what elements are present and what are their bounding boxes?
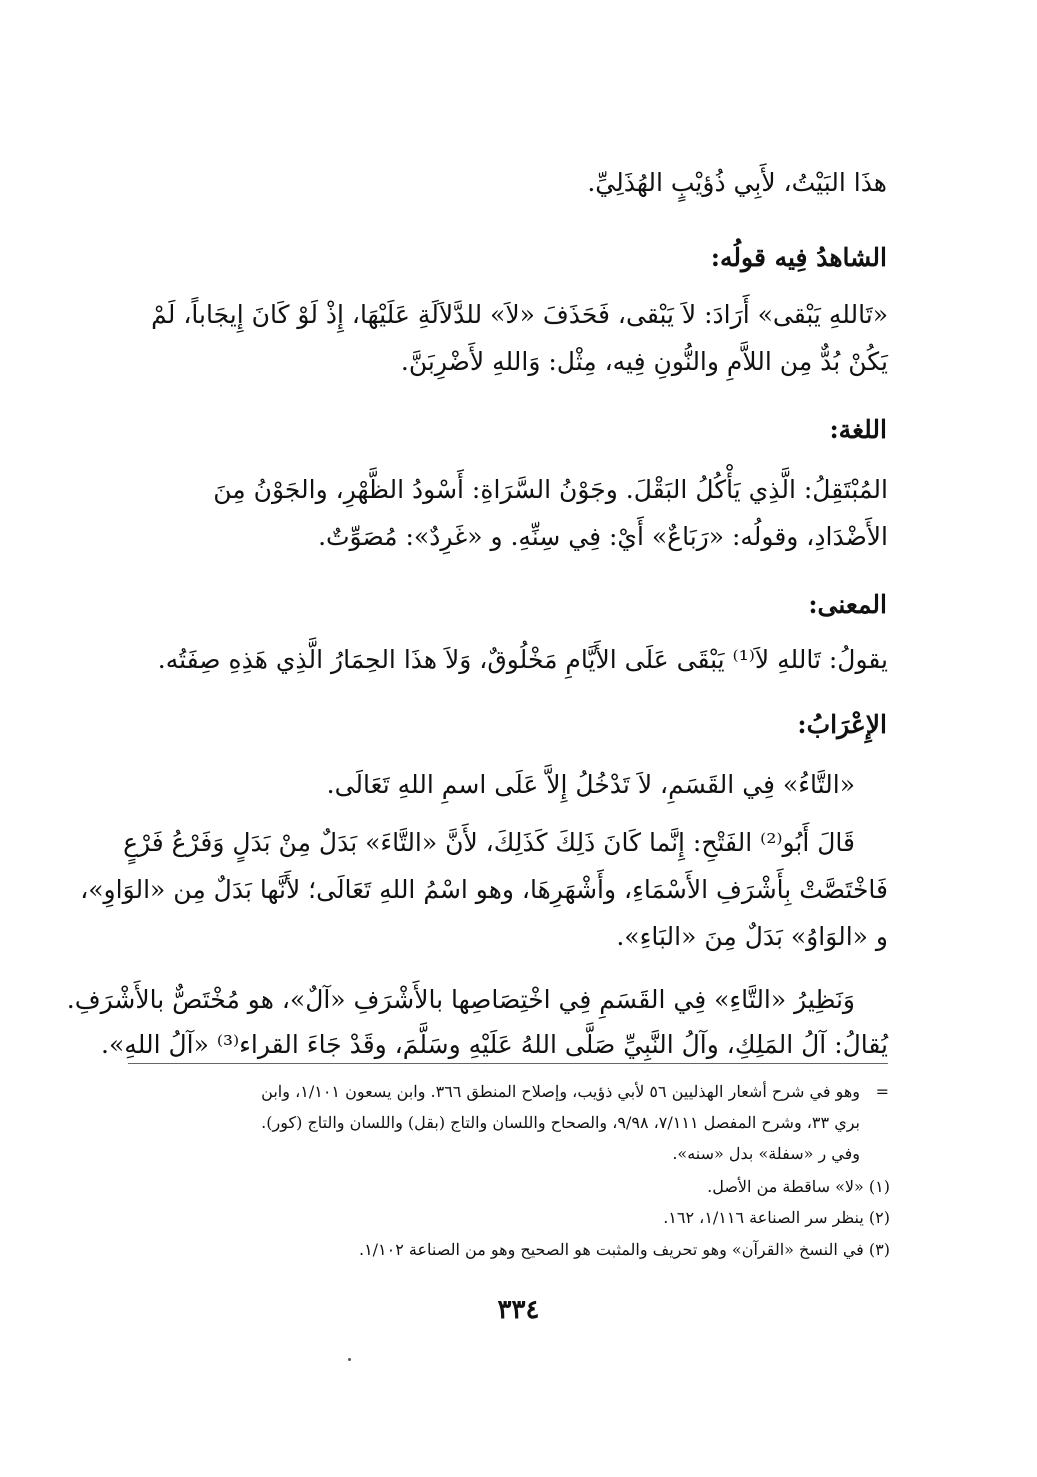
heading-meaning: المعنى: [808,590,887,619]
heading-grammar: الإِعْرَابُ: [797,710,887,739]
footnote-separator [128,1063,888,1064]
heading-witness: الشاهدُ فِيه قولُه: [710,243,887,272]
footnote-2: (٢) ينظر سر الصناعة ١/١١٦، ١٦٢. [663,1208,890,1227]
grammar-p2-line-1: قَالَ أَبُو⁽²⁾ الفَتْحِ: إِنَّما كَانَ ذَلِكَ كَذَلِكَ، لأَنَّ «التَّاءَ» بَدَلٌ مِنْ بَدَلٍ وَفَرْعُ فَرْعٍ [123,828,855,857]
language-line-2: الأَضْدَادِ، وقولُه: «رَبَاعٌ» أَيْ: فِي سِنِّهِ. و «غَرِدٌ»: مُصَوِّتٌ. [318,522,888,551]
footnote-continuation-line-1: وهو في شرح أشعار الهذليين ٥٦ لأبي ذؤيب، وإصلاح المنطق ٣٦٦. وابن يسعون ١/١٠١، وابن [261,1082,860,1101]
heading-language: اللغة: [829,415,887,444]
footnote-continuation-line-3: وفي ر «سفلة» بدل «سنه». [672,1144,860,1163]
footnote-3: (٣) في النسخ «القرآن» وهو تحريف والمثبت هو الصحيح وهو من الصناعة ١/١٠٢. [358,1240,890,1259]
witness-line-2: يَكُنْ بُدٌّ مِن اللاَّمِ والنُّونِ فِيه، مِثْل: وَاللهِ لأَضْرِبَنَّ. [400,347,888,376]
grammar-p3-line-1: وَنَظِيرُ «التَّاءِ» فِي القَسَمِ فِي اخْتِصَاصِها بالأَشْرَفِ «آلٌ»، هو مُخْتَصٌّ بالأَشْرَفِ. [66,985,855,1014]
footnote-1: (١) «لا» ساقطة من الأصل. [707,1177,890,1196]
footnote-continuation-line-2: بري ٣٣، وشرح المفصل ٧/١١١، ٩/٩٨، والصحاح واللسان والتاج (بقل) واللسان والتاج (كور). [261,1113,860,1132]
meaning-line-1: يقولُ: تَاللهِ لاَ⁽¹⁾ يَبْقَى عَلَى الأَيَّامِ مَخْلُوقٌ، وَلاَ هذَا الحِمَارُ الَّذِي هَذِهِ صِفَتُه. [157,645,888,674]
footnote-continuation-mark: = [875,1082,889,1101]
speck [348,1358,351,1361]
grammar-p3-line-2: يُقالُ: آلُ المَلِكِ، وآلُ النَّبِيِّ صَلَّى اللهُ عَلَيْهِ وسَلَّمَ، وقَدْ جَاءَ القراء⁽³⁾ «آلُ اللهِ». [101,1030,888,1059]
grammar-p2-line-3: و «الوَاوُ» بَدَلٌ مِنَ «البَاءِ». [616,922,888,951]
witness-line-1: «تَاللهِ يَبْقى» أَرَادَ: لاَ يَبْقى، فَحَذَفَ «لاَ» للدَّلاَلَةِ عَلَيْهَا، إِذْ لَوْ كَانَ إِيجَاباً، لَمْ [151,300,888,329]
intro-line: هذَا البَيْتُ، لأَبِي ذُؤيْبٍ الهُذَلِيِّ. [587,168,887,197]
language-line-1: المُبْتَقِلُ: الَّذِي يَأْكُلُ البَقْلَ. وجَوْنُ السَّرَاةِ: أَسْودُ الظَّهْرِ، والجَوْنُ مِنَ [213,475,888,504]
grammar-paragraph-1: «التَّاءُ» فِي القَسَمِ، لاَ تَدْخُلُ إِلاَّ عَلَى اسمِ اللهِ تَعَالَى. [326,770,855,799]
page-number: ٣٣٤ [497,1295,540,1325]
grammar-p2-line-2: فَاخْتَصَّتْ بِأَشْرَفِ الأَسْمَاءِ، وأَشْهَرِهَا، وهو اسْمُ اللهِ تَعَالَى؛ لأَنَّها بَدَلٌ مِن «الوَاوِ»، [80,875,888,904]
